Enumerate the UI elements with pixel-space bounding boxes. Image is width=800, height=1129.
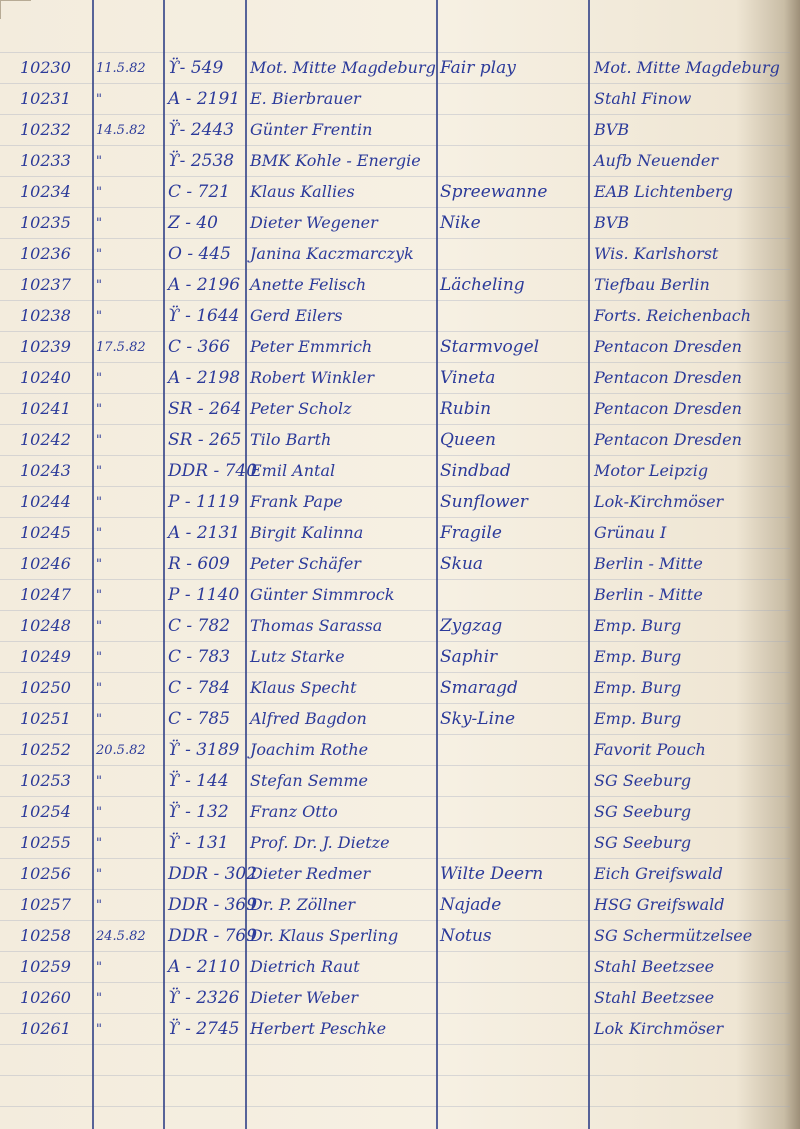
sail-number: SR - 264 — [168, 399, 242, 419]
club-name: Motor Leipzig — [594, 461, 709, 480]
club-name: HSG Greifswald — [594, 895, 725, 914]
boat-name: Saphir — [440, 647, 498, 667]
sail-number: C - 785 — [168, 709, 231, 729]
sail-number: C - 721 — [168, 182, 231, 202]
club-name: Lok Kirchmöser — [594, 1019, 724, 1038]
club-name: Pentacon Dresden — [594, 368, 742, 387]
entry-date: " — [96, 805, 102, 820]
club-name: SG Schermützelsee — [594, 926, 753, 945]
entry-date: " — [96, 92, 102, 107]
owner-name: Robert Winkler — [250, 368, 375, 387]
table-row — [0, 1015, 790, 1045]
entry-date: " — [96, 154, 102, 169]
entry-number: 10258 — [20, 926, 71, 945]
entry-number: 10244 — [20, 492, 71, 511]
table-row — [0, 209, 790, 239]
sail-number: C - 784 — [168, 678, 231, 698]
owner-name: Prof. Dr. J. Dietze — [250, 833, 390, 852]
boat-name: Wilte Deern — [440, 864, 544, 884]
table-row — [0, 395, 790, 425]
owner-name: Dieter Weber — [250, 988, 359, 1007]
owner-name: Herbert Peschke — [250, 1019, 387, 1038]
boat-name: Spreewanne — [440, 182, 548, 202]
sail-number: ϔ- 2443 — [168, 120, 235, 140]
sail-number: ϔ - 144 — [168, 771, 229, 791]
entry-number: 10236 — [20, 244, 71, 263]
entry-number: 10230 — [20, 58, 71, 77]
sail-number: ϔ - 131 — [168, 833, 229, 853]
club-name: Stahl Beetzsee — [594, 988, 715, 1007]
club-name: Aufb Neuender — [594, 151, 719, 170]
club-name: SG Seeburg — [594, 771, 692, 790]
sail-number: ϔ - 1644 — [168, 306, 240, 326]
owner-name: E. Bierbrauer — [250, 89, 361, 108]
entry-date: " — [96, 650, 102, 665]
entry-date: " — [96, 526, 102, 541]
ruled-line — [0, 1075, 790, 1076]
owner-name: Joachim Rothe — [250, 740, 369, 759]
table-row — [0, 147, 790, 177]
table-row — [0, 85, 790, 115]
club-name: Emp. Burg — [594, 678, 682, 697]
owner-name: Peter Emmrich — [250, 337, 373, 356]
boat-name: Rubin — [440, 399, 492, 419]
sail-number: P - 1140 — [168, 585, 240, 605]
sail-number: C - 366 — [168, 337, 231, 357]
owner-name: Dr. P. Zöllner — [250, 895, 355, 914]
club-name: Forts. Reichenbach — [594, 306, 752, 325]
entry-date: " — [96, 309, 102, 324]
table-row — [0, 550, 790, 580]
boat-name: Notus — [440, 926, 492, 946]
entry-date: " — [96, 588, 102, 603]
club-name: Berlin - Mitte — [594, 554, 703, 573]
owner-name: Alfred Bagdon — [250, 709, 367, 728]
table-row — [0, 333, 790, 363]
table-row — [0, 891, 790, 921]
table-row — [0, 240, 790, 270]
entry-number: 10245 — [20, 523, 71, 542]
entry-date: " — [96, 1022, 102, 1037]
entry-number: 10246 — [20, 554, 71, 573]
owner-name: Tilo Barth — [250, 430, 332, 449]
entry-number: 10249 — [20, 647, 71, 666]
club-name: Emp. Burg — [594, 709, 682, 728]
owner-name: Thomas Sarassa — [250, 616, 383, 635]
entry-number: 10252 — [20, 740, 71, 759]
club-name: Pentacon Dresden — [594, 337, 742, 356]
entry-number: 10237 — [20, 275, 71, 294]
owner-name: BMK Kohle - Energie — [250, 151, 421, 170]
club-name: SG Seeburg — [594, 833, 692, 852]
owner-name: Stefan Semme — [250, 771, 368, 790]
table-row — [0, 426, 790, 456]
sail-number: C - 782 — [168, 616, 231, 636]
club-name: Eich Greifswald — [594, 864, 723, 883]
entry-date: " — [96, 557, 102, 572]
sail-number: P - 1119 — [168, 492, 240, 512]
entry-number: 10239 — [20, 337, 71, 356]
owner-name: Dieter Wegener — [250, 213, 378, 232]
entry-date: 14.5.82 — [96, 123, 146, 138]
table-row — [0, 612, 790, 642]
entry-number: 10260 — [20, 988, 71, 1007]
table-row — [0, 984, 790, 1014]
club-name: Emp. Burg — [594, 616, 682, 635]
owner-name: Janina Kaczmarczyk — [250, 244, 414, 263]
sail-number: ϔ - 132 — [168, 802, 229, 822]
entry-date: " — [96, 681, 102, 696]
boat-name: Lächeling — [440, 275, 525, 295]
sail-number: A - 2191 — [168, 89, 241, 109]
sail-number: A - 2196 — [168, 275, 241, 295]
entry-number: 10243 — [20, 461, 71, 480]
table-row — [0, 736, 790, 766]
table-row — [0, 860, 790, 890]
entry-date: 17.5.82 — [96, 340, 146, 355]
sail-number: R - 609 — [168, 554, 230, 574]
club-name: Emp. Burg — [594, 647, 682, 666]
entry-date: " — [96, 619, 102, 634]
entry-date: " — [96, 464, 102, 479]
entry-number: 10234 — [20, 182, 71, 201]
table-row — [0, 953, 790, 983]
owner-name: Lutz Starke — [250, 647, 345, 666]
sail-number: ϔ - 2326 — [168, 988, 240, 1008]
entry-number: 10257 — [20, 895, 71, 914]
table-row — [0, 798, 790, 828]
sail-number: A - 2131 — [168, 523, 241, 543]
page-corner-fold — [0, 0, 31, 19]
table-row — [0, 643, 790, 673]
owner-name: Franz Otto — [250, 802, 338, 821]
entry-date: " — [96, 185, 102, 200]
club-name: Grünau I — [594, 523, 667, 542]
club-name: Mot. Mitte Magdeburg — [594, 58, 780, 77]
table-row — [0, 457, 790, 487]
table-row — [0, 674, 790, 704]
entry-date: " — [96, 836, 102, 851]
owner-name: Mot. Mitte Magdeburg — [250, 58, 436, 77]
table-row — [0, 178, 790, 208]
entry-date: 11.5.82 — [96, 61, 146, 76]
entry-date: " — [96, 433, 102, 448]
table-row — [0, 54, 790, 84]
boat-name: Queen — [440, 430, 496, 450]
entry-number: 10253 — [20, 771, 71, 790]
entry-number: 10233 — [20, 151, 71, 170]
entry-number: 10235 — [20, 213, 71, 232]
entry-date: " — [96, 774, 102, 789]
owner-name: Frank Pape — [250, 492, 343, 511]
boat-name: Fair play — [440, 58, 516, 78]
club-name: Stahl Finow — [594, 89, 692, 108]
owner-name: Dr. Klaus Sperling — [250, 926, 399, 945]
table-row — [0, 705, 790, 735]
entry-number: 10261 — [20, 1019, 71, 1038]
sail-number: O - 445 — [168, 244, 231, 264]
entry-date: " — [96, 247, 102, 262]
entry-date: " — [96, 402, 102, 417]
club-name: Wis. Karlshorst — [594, 244, 719, 263]
owner-name: Peter Schäfer — [250, 554, 361, 573]
boat-name: Zygzag — [440, 616, 503, 636]
boat-name: Skua — [440, 554, 484, 574]
boat-name: Sindbad — [440, 461, 511, 481]
club-name: Lok-Kirchmöser — [594, 492, 724, 511]
club-name: Tiefbau Berlin — [594, 275, 710, 294]
entry-number: 10250 — [20, 678, 71, 697]
boat-name: Starmvogel — [440, 337, 540, 357]
entry-number: 10241 — [20, 399, 71, 418]
owner-name: Emil Antal — [250, 461, 336, 480]
entry-date: " — [96, 712, 102, 727]
entry-number: 10255 — [20, 833, 71, 852]
entry-number: 10232 — [20, 120, 71, 139]
sail-number: A - 2198 — [168, 368, 241, 388]
sail-number: DDR - 769 — [168, 926, 258, 946]
club-name: Favorit Pouch — [594, 740, 706, 759]
owner-name: Gerd Eilers — [250, 306, 343, 325]
entry-number: 10247 — [20, 585, 71, 604]
sail-number: A - 2110 — [168, 957, 241, 977]
entry-date: 20.5.82 — [96, 743, 146, 758]
club-name: BVB — [594, 120, 630, 139]
owner-name: Anette Felisch — [250, 275, 367, 294]
owner-name: Birgit Kalinna — [250, 523, 364, 542]
sail-number: Z - 40 — [168, 213, 218, 233]
sail-number: DDR - 302 — [168, 864, 258, 884]
ruled-line — [0, 1106, 790, 1107]
entry-number: 10254 — [20, 802, 71, 821]
entry-date: " — [96, 371, 102, 386]
entry-date: 24.5.82 — [96, 929, 146, 944]
entry-number: 10231 — [20, 89, 71, 108]
entry-date: " — [96, 960, 102, 975]
boat-name: Fragile — [440, 523, 502, 543]
owner-name: Klaus Kallies — [250, 182, 355, 201]
entry-number: 10238 — [20, 306, 71, 325]
sail-number: DDR - 369 — [168, 895, 258, 915]
owner-name: Günter Simmrock — [250, 585, 395, 604]
entry-number: 10259 — [20, 957, 71, 976]
entry-date: " — [96, 867, 102, 882]
table-row — [0, 364, 790, 394]
owner-name: Dietrich Raut — [250, 957, 360, 976]
entry-number: 10240 — [20, 368, 71, 387]
entry-date: " — [96, 216, 102, 231]
table-row — [0, 767, 790, 797]
boat-name: Sunflower — [440, 492, 528, 512]
sail-number: DDR - 740 — [168, 461, 258, 481]
boat-name: Sky-Line — [440, 709, 516, 729]
entry-number: 10256 — [20, 864, 71, 883]
ruled-line — [0, 52, 790, 53]
entry-number: 10248 — [20, 616, 71, 635]
entry-number: 10251 — [20, 709, 71, 728]
boat-name: Smaragd — [440, 678, 518, 698]
entry-date: " — [96, 278, 102, 293]
table-row — [0, 581, 790, 611]
table-row — [0, 302, 790, 332]
entry-date: " — [96, 991, 102, 1006]
club-name: Pentacon Dresden — [594, 399, 742, 418]
club-name: Pentacon Dresden — [594, 430, 742, 449]
table-row — [0, 922, 790, 952]
owner-name: Dieter Redmer — [250, 864, 371, 883]
boat-name: Nike — [440, 213, 481, 233]
entry-date: " — [96, 495, 102, 510]
table-row — [0, 829, 790, 859]
club-name: Stahl Beetzsee — [594, 957, 715, 976]
sail-number: ϔ - 3189 — [168, 740, 240, 760]
table-row — [0, 116, 790, 146]
club-name: BVB — [594, 213, 630, 232]
club-name: SG Seeburg — [594, 802, 692, 821]
club-name: Berlin - Mitte — [594, 585, 703, 604]
table-row — [0, 271, 790, 301]
table-row — [0, 519, 790, 549]
owner-name: Günter Frentin — [250, 120, 373, 139]
owner-name: Klaus Specht — [250, 678, 357, 697]
sail-number: ϔ - 2745 — [168, 1019, 240, 1039]
sail-number: SR - 265 — [168, 430, 242, 450]
sail-number: C - 783 — [168, 647, 231, 667]
owner-name: Peter Scholz — [250, 399, 352, 418]
entry-number: 10242 — [20, 430, 71, 449]
entry-date: " — [96, 898, 102, 913]
club-name: EAB Lichtenberg — [594, 182, 733, 201]
boat-name: Vineta — [440, 368, 496, 388]
sail-number: ϔ- 2538 — [168, 151, 235, 171]
boat-name: Najade — [440, 895, 502, 915]
table-row — [0, 488, 790, 518]
sail-number: ϔ- 549 — [168, 58, 224, 78]
